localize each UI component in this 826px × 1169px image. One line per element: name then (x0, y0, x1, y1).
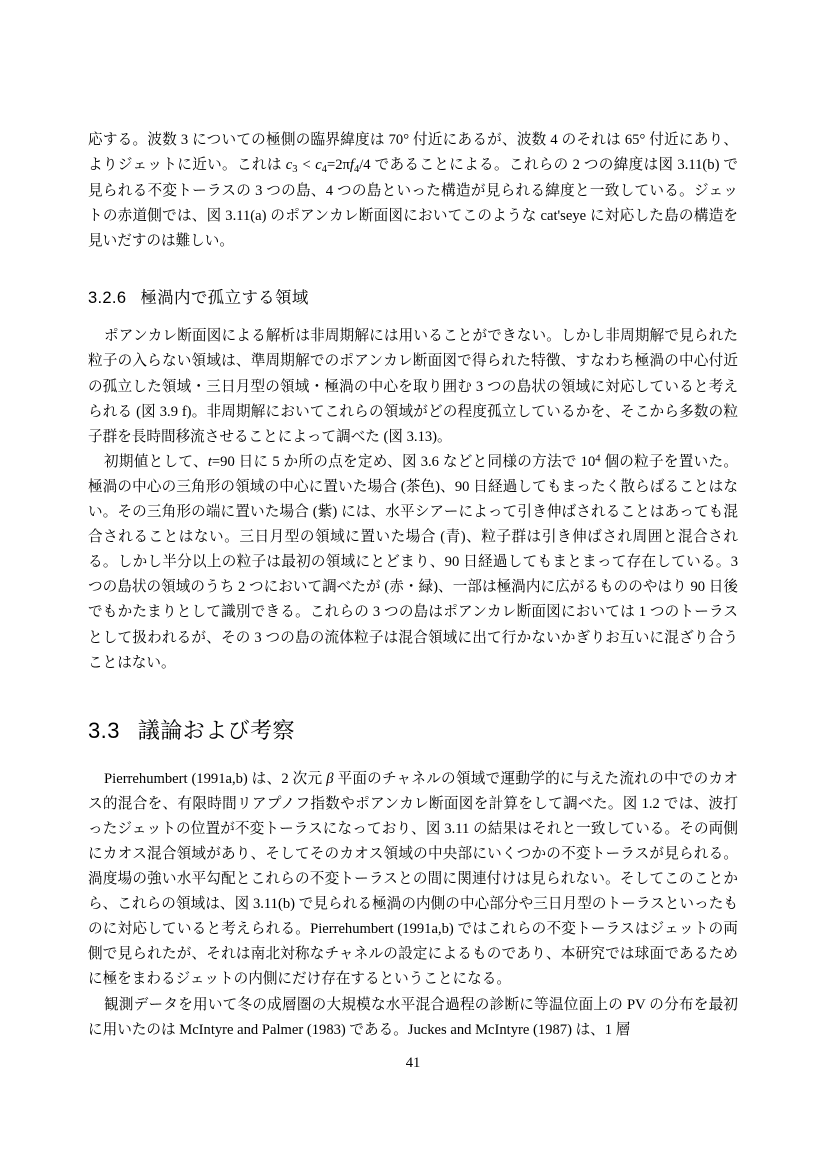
top-paragraph-line2a: あり、よりジェットに近い。これは (88, 132, 738, 174)
math-c3-subscript: 3 (292, 164, 298, 176)
section-heading-3-3 (88, 714, 738, 745)
math-equals-2pi: =2π (327, 157, 350, 174)
top-paragraph-div4: /4 であることによる。これらの 2 つの緯度 (359, 157, 644, 174)
paragraph-33-1-part-b: 平面のチャネルの領域で運動学的に与えた流れの中でのカオス的混合を、有限時間リアプノフ指数やポアンカレ断面図を計算をして調べた。図 1.2 では、波打ったジェットの位置が不変トーラスになっており、図 3.11 の結果はそれと一致している。その両側にカオス混合領域があり、そしてそのカオス領域の中央部にいくつかの不変トーラスが見られる。渦度場の強い水平勾配とこれらの不変トーラスとの間に関連付けは見られない。そしてこのことから、これらの領域は、図 3.11(b) で見られる極渦の内側の中心部分や三日月型のトーラスといったものに対応していると考えられる。Pierrehumbert (1991a,b) ではこれらの不変トーラスはジェットの両側で見られたが、それは南北対称なチャネルの設定によるものであり、本研究では球面であるために極をまわるジェットの内側にだけ存在するということになる。 (88, 770, 738, 988)
math-c-symbol: c (285, 157, 293, 174)
top-paragraph-line1c: 付近に (645, 132, 694, 148)
section-326-body (88, 324, 738, 675)
section-heading-3-2-6 (88, 284, 738, 308)
top-paragraph-line3: は図 3.11(b) で見られる不変トーラスの 3 つの島、4 つの島といった構造が見られる緯度と一 (88, 157, 739, 200)
paragraph-33-1-part-a: Pierrehumbert (1991a,b) は、2 次元 (104, 770, 327, 787)
math-beta-symbol: β (326, 770, 334, 787)
degree-symbol-2: ° (639, 132, 646, 148)
math-exponent-4: 4 (595, 453, 601, 465)
top-paragraph-line5: eye に対応した島の構造を見いだすのは難しい。 (88, 208, 738, 250)
math-c4-subscript: 4 (321, 164, 328, 176)
degree-symbol-1: ° (403, 132, 410, 148)
chapter-number: 3.3 (88, 717, 120, 743)
top-paragraph-block (88, 128, 738, 254)
paragraph-326-2 (88, 450, 738, 676)
paragraph-326-1: ポアンカレ断面図による解析は非周期解には用いることができない。しかし非周期解で見られた粒子の入らない領域は、準周期解でのポアンカレ断面図で得られた特徴、すなわち極渦の中心付近の孤立した領域・三日月型の領域・極渦の中心を取り囲む 3 つの島状の領域に対応していると考えられる (図 3.9 f)。非周期解においてこれらの領域がどの程度孤立しているかを、そこから多数の粒子群を長時間移流させることによって調べた (図 3.13)。 (88, 328, 738, 445)
top-paragraph (88, 128, 738, 254)
paragraph-326-2-part-b: =90 日に 5 か所の点を定め、図 3.6 などと同様の方法で 10 (211, 453, 596, 470)
section-number: 3.2.6 (88, 289, 127, 308)
page-number: 41 (405, 1055, 421, 1071)
paragraph-326-2-part-c: 個の粒子を置いた。極渦の中心の三角形の領域の中心に置いた場合 (茶色)、90 日経過してもまったく散らばることはない。その三角形の端に置いた場合 (紫) には、水平シアーによって引き伸ばされることはあっても混合されることはない。三日月型の領域に置いた場合 (青)、粒子群は引き伸ばされ周囲と混合される。しかし半分以上の粒子は最初の領域にとどまり、90 日経過してもまとまって存在している。3 つの島状の領域のうち 2 つにおいて調べたが (赤・緑)、一部は極渦内に広がるもののやはり 90 日後でもかたまりとして識別できる。これらの 3 つの島はポアンカレ断面図においては 1 つのトーラスとして扱われるが、その 3 つの島の流体粒子は混合領域に出て行かないかぎりお互いに混ざり合うことはない。 (88, 453, 738, 671)
math-f4-subscript: 4 (353, 164, 360, 176)
top-paragraph-line4: 致している。ジェットの赤道側では、図 3.11(a) のポアンカレ断面図においてこのような cat's (88, 183, 738, 225)
top-paragraph-line1b: 付近にあるが、波数 4 のそれは 65 (409, 132, 640, 148)
chapter-title: 議論および考察 (137, 717, 295, 743)
math-less-than-c: < c (297, 157, 322, 174)
paragraph-326-2-part-a: 初期値として、 (104, 453, 208, 470)
paragraph-33-1 (88, 767, 738, 993)
paragraph-33-2: 観測データを用いて冬の成層圏の大規模な水平混合過程の診断に等温位面上の PV の分布を最初に用いたのは McIntyre and Palmer (1983) である。Juckes and McIntyre (1987) は、1 層 (88, 996, 738, 1038)
section-title: 極渦内で孤立する領域 (140, 289, 309, 308)
top-paragraph-line1: 応する。波数 3 についての極側の臨界緯度は 70 (88, 132, 404, 148)
math-f-symbol: f (349, 157, 354, 174)
math-t-symbol: t (207, 453, 212, 470)
section-33-body (88, 767, 738, 1043)
